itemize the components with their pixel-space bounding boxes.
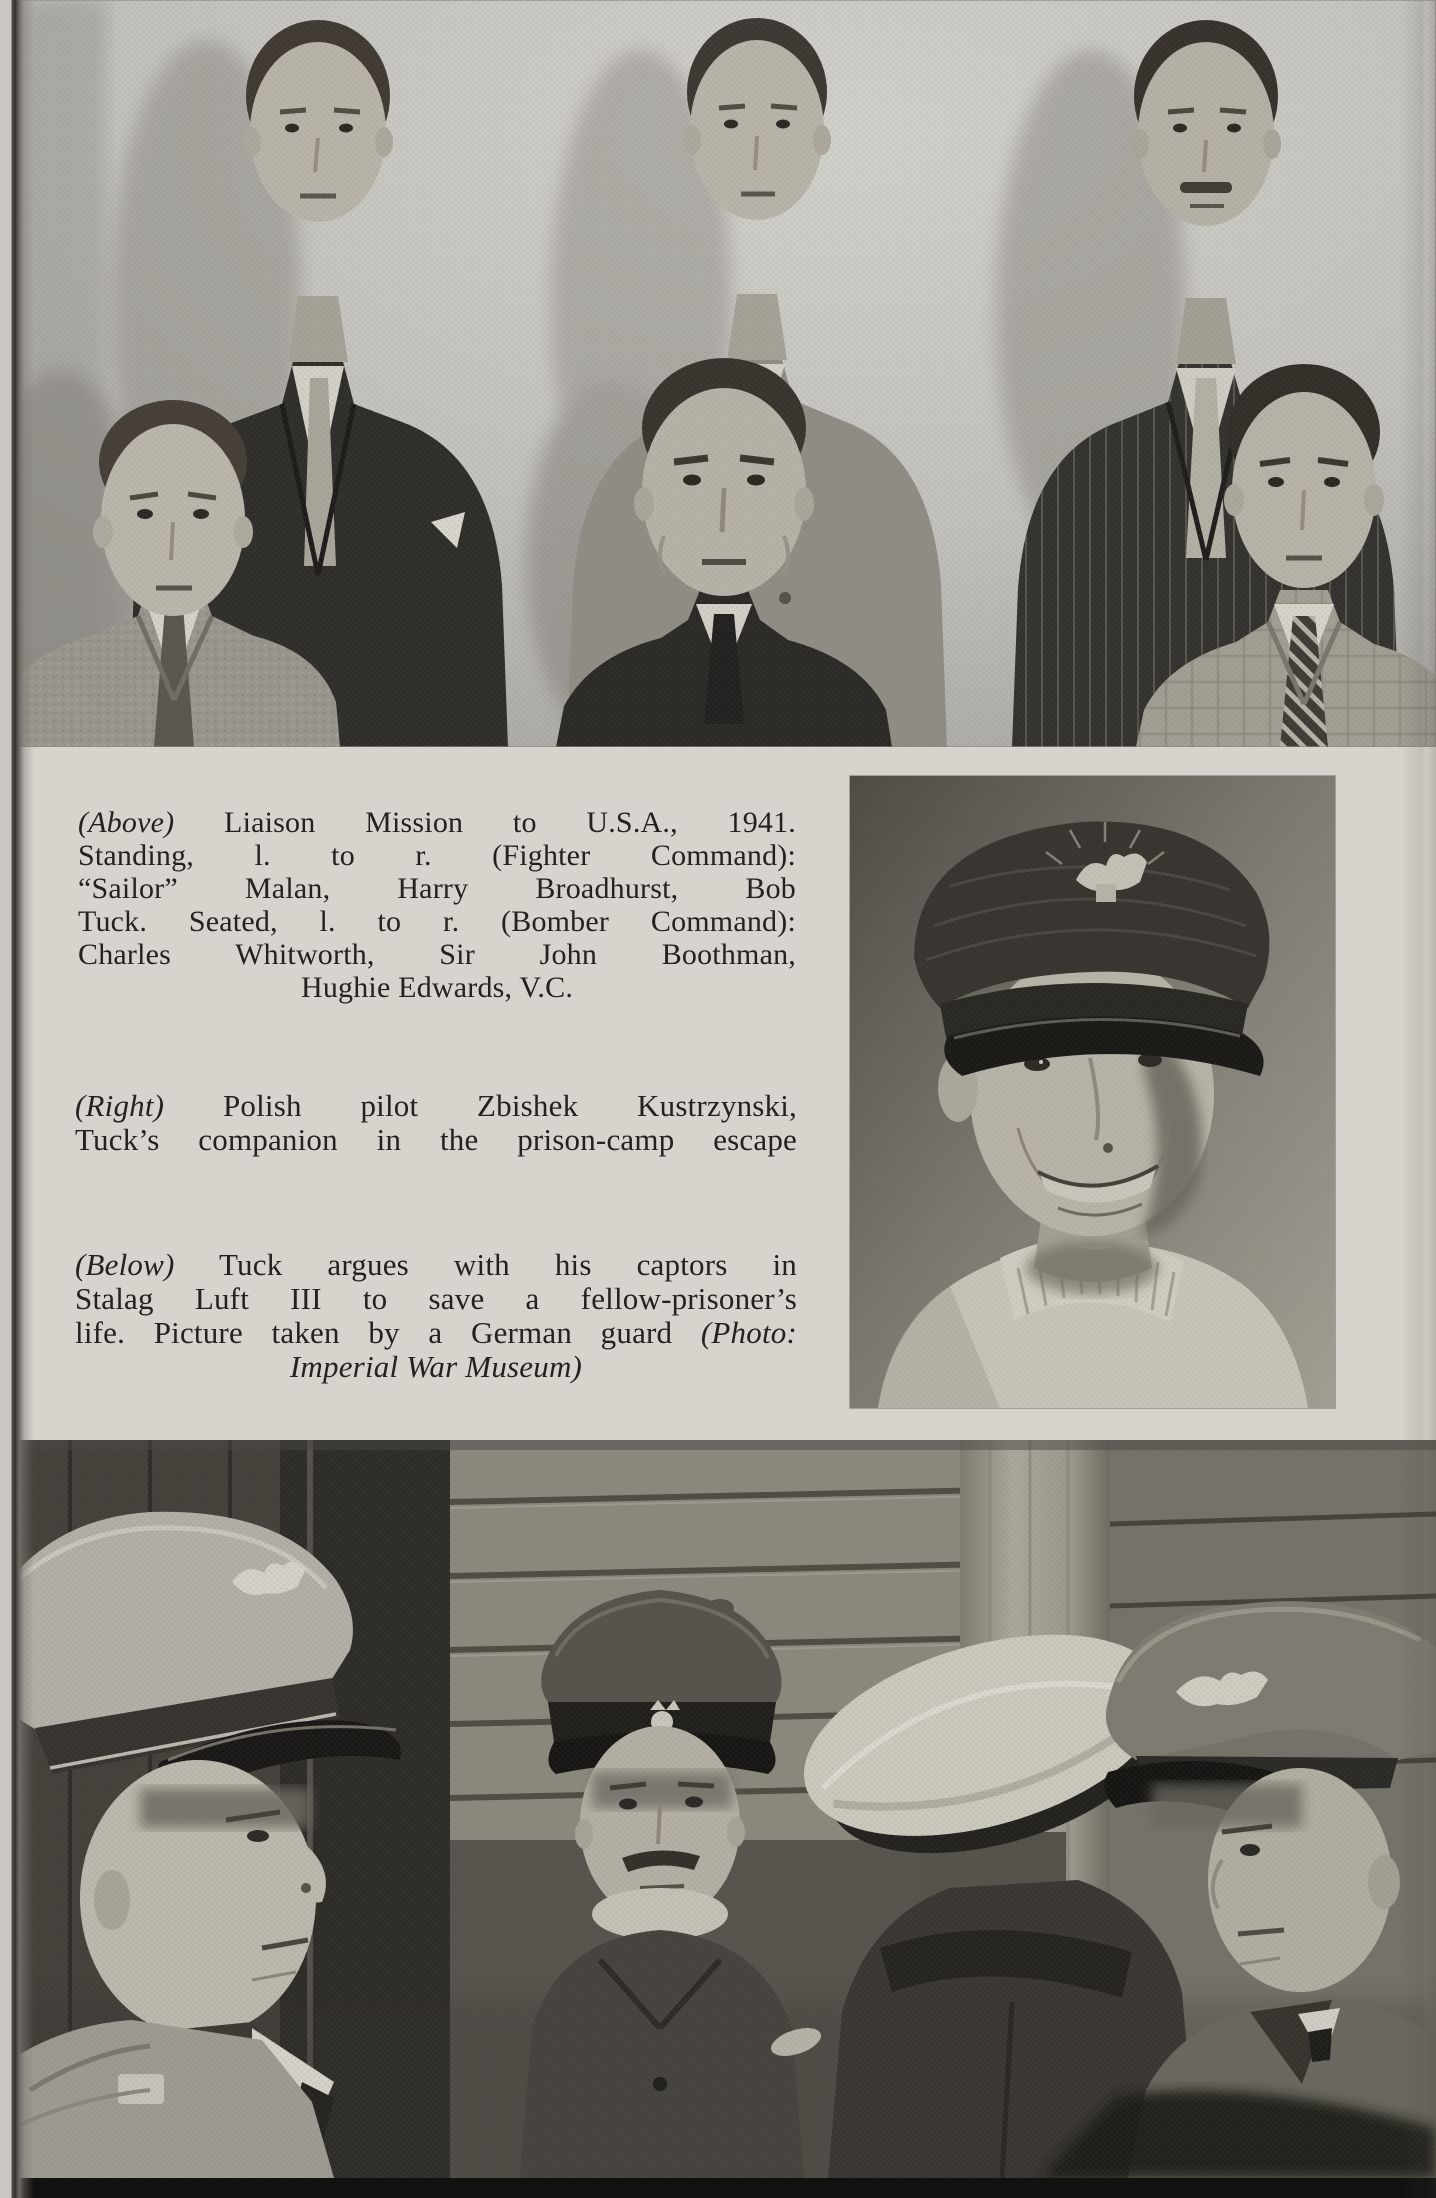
caption-line: Charles Whitworth, Sir John Boothman,	[78, 938, 796, 971]
caption-line: “Sailor” Malan, Harry Broadhurst, Bob	[78, 872, 796, 905]
caption-line: Tuck’s companion in the prison-camp escape	[75, 1122, 797, 1157]
group-photo-art	[16, 0, 1436, 747]
caption-line: Imperial War Museum)	[289, 1349, 583, 1384]
page-bottom-shadow	[0, 2178, 1436, 2198]
caption-above	[78, 806, 796, 1004]
portrait-photo	[850, 776, 1335, 1408]
stalag-photo-art	[0, 1440, 1436, 2178]
caption-line: Hughie Edwards, V.C.	[300, 971, 574, 1004]
caption-line	[78, 806, 796, 839]
photo-credit-italic: (Photo:	[700, 1315, 797, 1350]
caption-line	[75, 1248, 797, 1282]
halftone-overlay	[16, 0, 1436, 747]
caption-text: Tuck argues with his captors in	[218, 1247, 798, 1282]
caption-text: life. Picture taken by a German guard	[75, 1315, 701, 1350]
caption-line	[75, 1089, 797, 1123]
portrait-photo-art	[850, 776, 1335, 1408]
caption-below	[75, 1248, 797, 1384]
caption-line: Standing, l. to r. (Fighter Command):	[78, 839, 796, 872]
stalag-photo	[0, 1440, 1436, 2178]
caption-line	[75, 1316, 797, 1350]
group-photo	[16, 0, 1436, 747]
caption-lead-italic: (Right)	[75, 1088, 165, 1123]
caption-right	[75, 1089, 797, 1157]
caption-lead-italic: (Above)	[78, 806, 175, 839]
caption-lead-italic: (Below)	[75, 1247, 175, 1282]
caption-text: Polish pilot Zbishek Kustrzynski,	[222, 1088, 797, 1123]
caption-line: Stalag Luft III to save a fellow-prisoner’s	[75, 1281, 797, 1316]
caption-line: Tuck. Seated, l. to r. (Bomber Command):	[78, 905, 796, 938]
caption-text: Liaison Mission to U.S.A., 1941.	[224, 806, 796, 839]
